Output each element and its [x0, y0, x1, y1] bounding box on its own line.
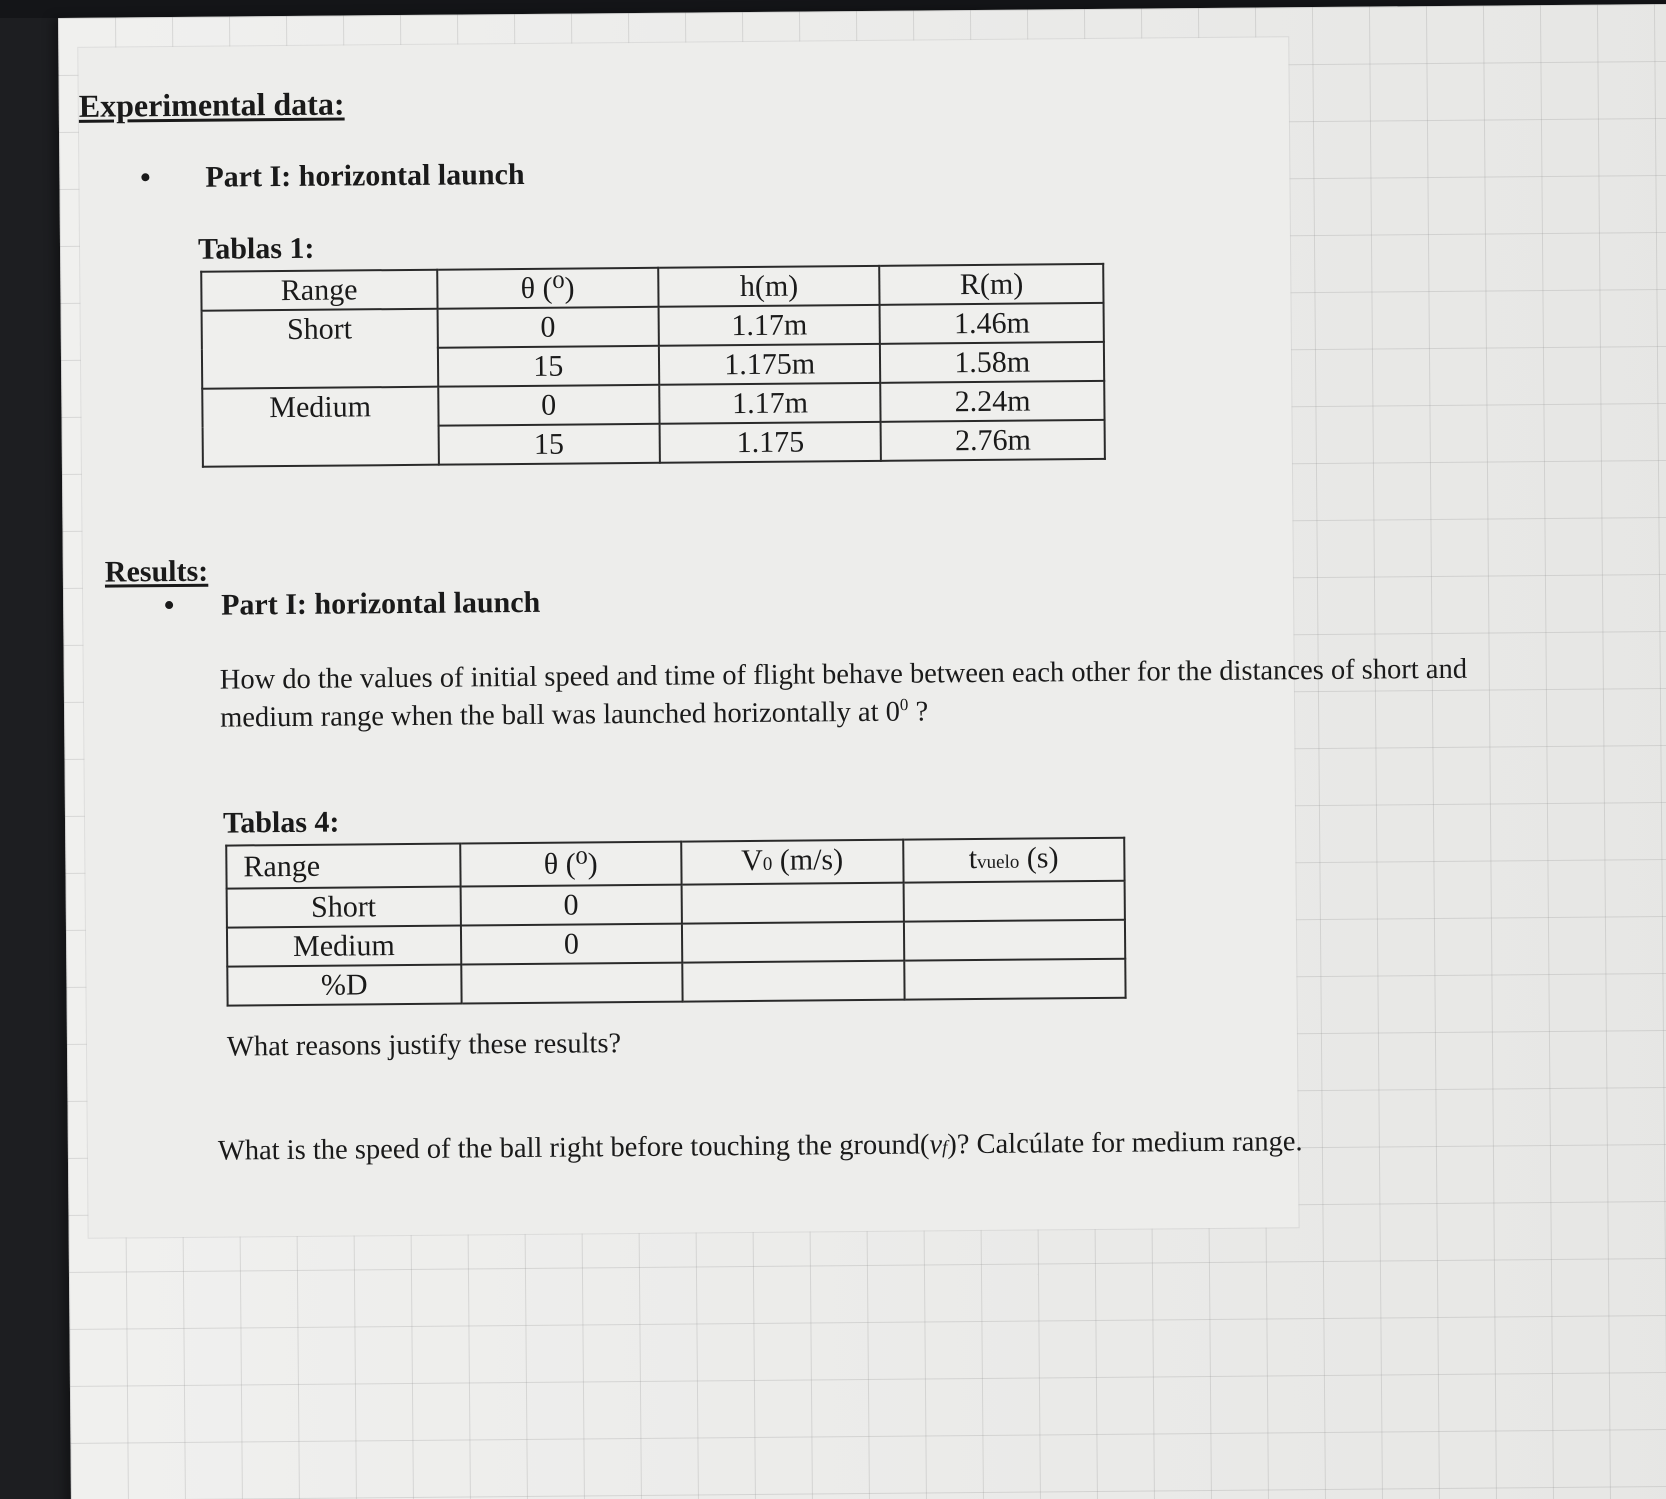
theta-cell: 0: [461, 924, 683, 965]
experimental-part-bullet: [141, 158, 524, 195]
experimental-data-table: [200, 263, 1106, 468]
question-1-line-2: medium range when the ball was launched horizontally at 0: [219, 696, 901, 734]
theta-cell: 0: [460, 885, 682, 926]
theta-cell: 0: [437, 307, 659, 348]
v0-subscript: 0: [762, 853, 773, 875]
experimental-data-heading: Experimental data:: [78, 85, 345, 124]
grid-paper-sheet: [58, 4, 1666, 1499]
question-initial-speed-time: [220, 651, 1468, 738]
height-cell: 1.17m: [658, 305, 880, 346]
initial-speed-cell: [682, 922, 904, 963]
theta-cell: 15: [437, 346, 659, 387]
t-base: t: [968, 842, 978, 876]
v0-base: V: [740, 843, 763, 878]
results-heading: Results:: [104, 554, 209, 589]
flight-time-cell: [903, 881, 1125, 922]
height-cell: 1.17m: [659, 383, 881, 424]
table-4-caption: Tablas 4:: [222, 805, 340, 840]
range-cell: %D: [227, 965, 461, 1006]
header-flight-time: [903, 838, 1125, 883]
flight-time-cell: [904, 959, 1126, 1000]
question-justify-results: What reasons justify these results?: [226, 1028, 622, 1063]
degree-superscript: 0: [899, 695, 909, 715]
final-speed-subscript: f: [941, 1137, 948, 1159]
t-unit: (s): [1019, 841, 1059, 875]
results-part-bullet: [165, 586, 540, 623]
distance-cell: 1.58m: [880, 342, 1104, 383]
distance-cell: 2.76m: [881, 420, 1105, 461]
table-row: [227, 959, 1125, 1006]
bullet-dot-icon: [165, 601, 173, 609]
range-cell-short: Short: [202, 309, 438, 389]
header-range: Range: [226, 844, 460, 889]
initial-speed-cell: [682, 883, 904, 924]
range-cell: Medium: [227, 926, 461, 967]
question-1-end: ?: [908, 696, 929, 728]
question-3-end: )? Calcúlate for medium range.: [947, 1126, 1303, 1161]
theta-cell: [461, 963, 683, 1004]
header-height: h(m): [658, 266, 880, 307]
theta-cell: 15: [438, 424, 660, 465]
experimental-part-label: Part I: horizontal launch: [205, 157, 525, 194]
t-subscript: vuelo: [977, 851, 1020, 874]
results-table: [225, 837, 1126, 1007]
initial-speed-cell: [682, 961, 904, 1002]
header-range: Range: [201, 270, 437, 311]
header-theta: θ (⁰): [460, 842, 682, 887]
results-part-label: Part I: horizontal launch: [220, 585, 541, 622]
flight-time-cell: [903, 920, 1125, 961]
distance-cell: 2.24m: [881, 381, 1105, 422]
height-cell: 1.175: [659, 422, 881, 463]
range-cell-medium: Medium: [202, 387, 438, 467]
final-speed-variable: v: [929, 1129, 943, 1161]
bullet-dot-icon: [141, 173, 149, 181]
theta-cell: 0: [438, 385, 660, 426]
v0-unit: (m/s): [772, 843, 844, 877]
question-1-line-1: How do the values of initial speed and time of flight behave between each other for the distances of short and: [219, 653, 1468, 696]
question-3-text: What is the speed of the ball right before touching the ground(: [217, 1129, 930, 1167]
header-theta: θ (⁰): [437, 268, 659, 309]
height-cell: 1.175m: [659, 344, 881, 385]
distance-cell: 1.46m: [880, 303, 1104, 344]
table-1-caption: Tablas 1:: [197, 231, 315, 266]
range-cell: Short: [227, 887, 461, 928]
header-range-distance: R(m): [880, 264, 1104, 305]
header-initial-speed: [681, 840, 903, 885]
